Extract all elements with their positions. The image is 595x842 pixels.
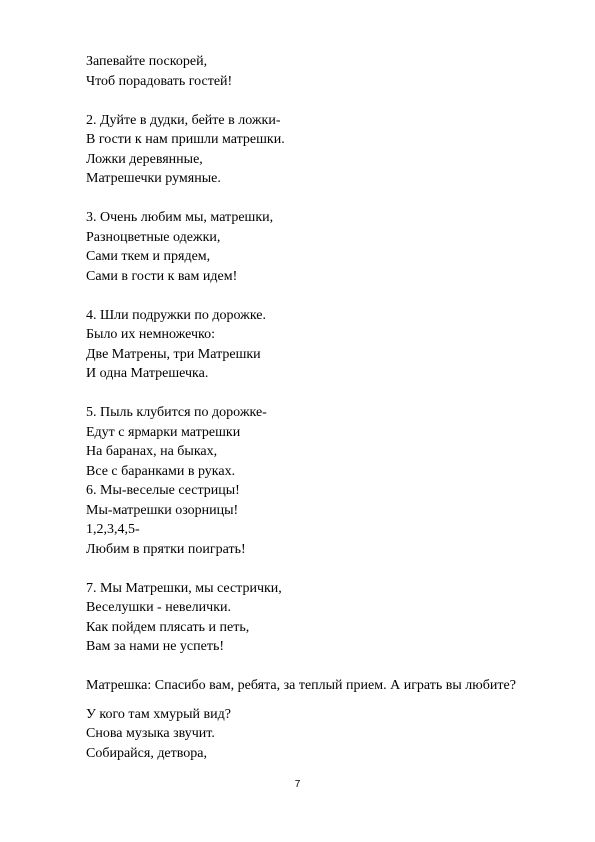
character-speech: Матрешка: Спасибо вам, ребята, за теплый прием. А играть вы любите? (86, 678, 516, 693)
verse-5-line: Едут с ярмарки матрешки (86, 424, 241, 440)
verse-6-line: 1,2,3,4,5- (86, 522, 140, 537)
verse-2-line: 2. Дуйте в дудки, бейте в ложки- (86, 112, 281, 128)
verse-3-line: Разноцветные одежки, (86, 229, 221, 245)
song-text (86, 52, 556, 763)
verse-3-line: Сами в гости к вам идем! (86, 268, 238, 284)
verse-4-line: Две Матрены, три Матрешки (86, 346, 261, 362)
verse-2-line: Матрешечки румяные. (86, 171, 221, 186)
verse-4-line: И одна Матрешечка. (86, 366, 209, 381)
verse-3-line: 3. Очень любим мы, матрешки, (86, 210, 274, 225)
verse-7-line: Вам за нами не успеть! (86, 639, 225, 654)
verse-5-line: На баранах, на быках, (86, 444, 218, 459)
stanza-gap (86, 559, 556, 579)
verse-2-line: В гости к нам пришли матрешки. (86, 132, 285, 147)
stanza-gap (86, 189, 556, 209)
closing-line: У кого там хмурый вид? (86, 706, 231, 722)
text-line: Чтоб порадовать гостей! (86, 73, 233, 89)
text-line: Запевайте поскорей, (86, 54, 208, 69)
verse-6-line: Любим в прятки поиграть! (86, 541, 246, 557)
verse-7-line: Как пойдем плясать и петь, (86, 619, 250, 635)
verse-2-line: Ложки деревянные, (86, 151, 203, 167)
verse-7-line: Веселушки - невелички. (86, 600, 231, 615)
verse-5-line: 5. Пыль клубится по дорожке- (86, 405, 267, 420)
verse-4-line: 4. Шли подружки по дорожке. (86, 307, 267, 323)
stanza-gap (86, 696, 556, 705)
verse-3-line: Сами ткем и прядем, (86, 249, 211, 264)
verse-6-line: Мы-матрешки озорницы! (86, 502, 239, 518)
stanza-gap (86, 286, 556, 306)
verse-7-line: 7. Мы Матрешки, мы сестрички, (86, 580, 282, 596)
stanza-gap (86, 657, 556, 677)
stanza-gap (86, 384, 556, 404)
verse-6-line: 6. Мы-веселые сестрицы! (86, 483, 240, 498)
page-number: 7 (294, 779, 301, 790)
stanza-gap (86, 91, 556, 111)
verse-5-line: Все с баранками в руках. (86, 463, 236, 479)
closing-line: Собирайся, детвора, (86, 745, 207, 761)
verse-4-line: Было их немножечко: (86, 327, 216, 342)
closing-line: Снова музыка звучит. (86, 726, 215, 741)
